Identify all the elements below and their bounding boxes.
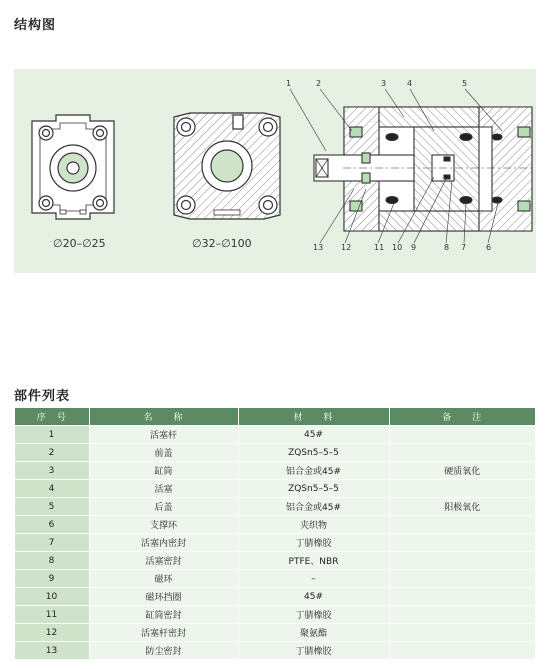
structure-diagram [14,69,536,273]
cell-name: 后盖 [89,498,238,516]
table-row [15,444,536,462]
callout-13: 13 [313,243,324,252]
table-row [15,426,536,444]
cell-material: ZQSn5–5–5 [238,444,389,462]
header-name: 名 称 [89,408,238,426]
parts-table [14,407,536,660]
callout-11: 11 [374,243,385,252]
header-material: 材 料 [238,408,389,426]
callout-5: 5 [462,79,468,88]
cell-index: 12 [15,624,90,642]
cell-note [389,570,536,588]
cell-index: 5 [15,498,90,516]
end-view-small [32,115,114,219]
callout-12: 12 [341,243,352,252]
callout-6: 6 [486,243,492,252]
cell-name: 缸筒密封 [89,606,238,624]
cell-note: 阳极氧化 [389,498,536,516]
callout-8: 8 [444,243,450,252]
cell-index: 4 [15,480,90,498]
table-header-row [15,408,536,426]
cell-material: 铝合金或45# [238,462,389,480]
cell-note [389,552,536,570]
cell-index: 3 [15,462,90,480]
cell-note [389,624,536,642]
header-note: 备 注 [389,408,536,426]
cell-name: 活塞杆 [89,426,238,444]
cell-note [389,516,536,534]
table-row [15,588,536,606]
cell-note [389,588,536,606]
table-row [15,516,536,534]
callout-9: 9 [411,243,417,252]
cell-note [389,426,536,444]
cell-name: 支撑环 [89,516,238,534]
cell-name: 活塞杆密封 [89,624,238,642]
cell-material: 45# [238,588,389,606]
callout-4: 4 [407,79,413,88]
cell-material: 45# [238,426,389,444]
table-row [15,624,536,642]
cell-index: 11 [15,606,90,624]
cell-note [389,606,536,624]
cell-index: 9 [15,570,90,588]
cell-material: 丁腈橡胶 [238,606,389,624]
table-row [15,480,536,498]
section-view [290,89,532,243]
cell-material: – [238,570,389,588]
cell-name: 防尘密封 [89,642,238,660]
cell-material: 铝合金或45# [238,498,389,516]
callout-10: 10 [392,243,403,252]
cell-name: 活塞内密封 [89,534,238,552]
caption-large-bore: ∅32–∅100 [192,237,252,250]
table-row [15,534,536,552]
callout-3: 3 [381,79,387,88]
parts-list-title: 部件列表 [14,389,71,404]
end-view-large [174,113,280,219]
table-row [15,498,536,516]
table-row [15,462,536,480]
cell-index: 8 [15,552,90,570]
table-row [15,606,536,624]
cell-material: 夹织物 [238,516,389,534]
cell-name: 磁环 [89,570,238,588]
structure-title: 结构图 [14,18,57,33]
cell-name: 活塞 [89,480,238,498]
caption-small-bore: ∅20–∅25 [53,237,106,250]
cell-index: 6 [15,516,90,534]
cell-material: PTFE、NBR [238,552,389,570]
parts-table-body [15,426,536,660]
cell-note [389,444,536,462]
callout-2: 2 [316,79,322,88]
cell-name: 前盖 [89,444,238,462]
cell-note: 硬质氧化 [389,462,536,480]
cell-material: 丁腈橡胶 [238,534,389,552]
callout-1: 1 [286,79,292,88]
table-row [15,642,536,660]
cell-material: 丁腈橡胶 [238,642,389,660]
cell-index: 1 [15,426,90,444]
cell-index: 2 [15,444,90,462]
cell-index: 13 [15,642,90,660]
cell-note [389,534,536,552]
cell-material: ZQSn5–5–5 [238,480,389,498]
cell-index: 7 [15,534,90,552]
table-row [15,552,536,570]
cell-material: 聚氨酯 [238,624,389,642]
cell-name: 活塞密封 [89,552,238,570]
cell-index: 10 [15,588,90,606]
cell-note [389,480,536,498]
header-index: 序 号 [15,408,90,426]
cell-name: 缸筒 [89,462,238,480]
cell-name: 磁环挡圈 [89,588,238,606]
cell-note [389,642,536,660]
callout-7: 7 [461,243,467,252]
table-row [15,570,536,588]
